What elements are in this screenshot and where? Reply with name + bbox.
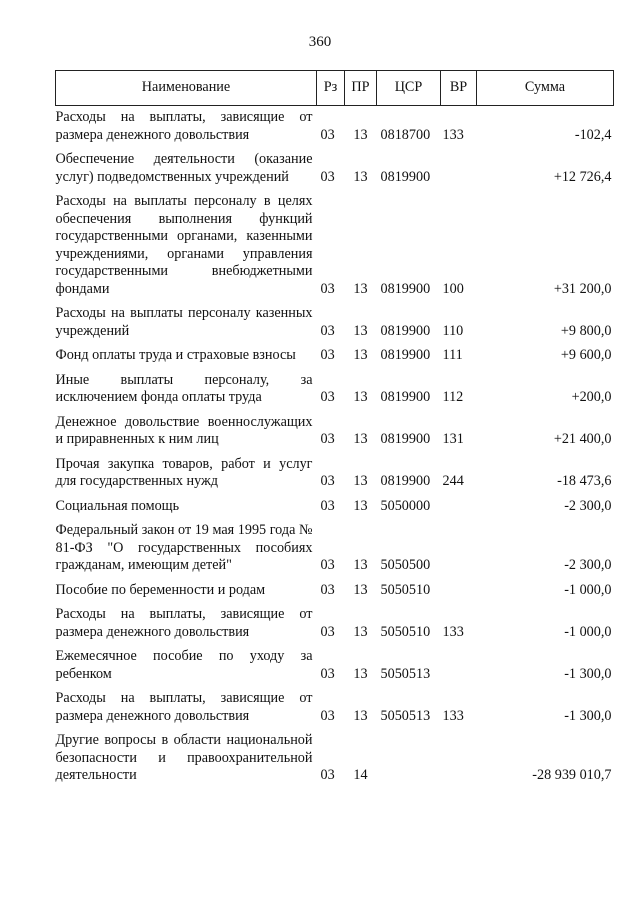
row-pr: 13: [353, 168, 368, 185]
row-pr: 14: [353, 767, 368, 783]
row-name: Расходы на выплаты, зависящие от размера денежного довольствия: [55, 606, 313, 640]
row-rz: 03: [320, 168, 335, 185]
row-csr: 0819900: [380, 347, 431, 363]
row-csr: 5050513: [380, 707, 431, 724]
table-row: [56, 603, 614, 645]
row-csr: 5050513: [380, 665, 431, 682]
row-csr: 5050500: [380, 557, 431, 573]
row-csr: 0819900: [380, 473, 431, 489]
row-pr: 13: [353, 707, 368, 724]
budget-table: [55, 70, 614, 789]
row-csr: 0819900: [380, 389, 431, 405]
table-row: [56, 687, 614, 729]
row-vr: [441, 519, 477, 579]
row-pr: 13: [353, 473, 368, 489]
header-rz: Рз: [317, 71, 345, 106]
row-sum: -1 000,0: [564, 623, 612, 640]
row-sum: +21 400,0: [553, 431, 612, 447]
row-rz: 03: [320, 767, 335, 783]
table-header: [56, 71, 614, 106]
row-vr: 133: [442, 126, 464, 143]
row-name: Расходы на выплаты персоналу казенных учреждений: [55, 305, 313, 339]
row-name: Обеспечение деятельности (оказание услуг) подведомственных учреждений: [55, 151, 313, 185]
row-vr: [441, 495, 477, 520]
table-row: [56, 453, 614, 495]
row-vr: 111: [442, 347, 463, 363]
row-vr: [441, 645, 477, 687]
row-pr: 13: [353, 280, 368, 297]
table-row: [56, 729, 614, 789]
row-name: Денежное довольствие военнослужащих и приравненных к ним лиц: [55, 413, 313, 447]
row-pr: 13: [353, 581, 368, 598]
row-pr: 13: [353, 126, 368, 143]
table-row: [56, 495, 614, 520]
row-sum: +200,0: [571, 389, 612, 405]
row-csr: 0819900: [380, 168, 431, 185]
row-pr: 13: [353, 347, 368, 363]
row-sum: -102,4: [574, 126, 612, 143]
header-vr: ВР: [441, 71, 477, 106]
row-sum: +31 200,0: [553, 280, 612, 297]
table-row: [56, 344, 614, 369]
row-vr: 133: [442, 623, 464, 640]
row-vr: [441, 148, 477, 190]
row-rz: 03: [320, 431, 335, 447]
page-number: 360: [308, 34, 332, 50]
table-row: [56, 411, 614, 453]
row-vr: 112: [442, 389, 464, 405]
row-vr: 110: [442, 322, 464, 339]
header-row: [56, 71, 614, 106]
header-csr: ЦСР: [377, 71, 441, 106]
row-csr: 5050510: [380, 623, 431, 640]
row-name: Ежемесячное пособие по уходу за ребенком: [55, 648, 313, 682]
table-row: [56, 148, 614, 190]
row-pr: 13: [353, 665, 368, 682]
row-sum: +12 726,4: [553, 168, 612, 185]
row-vr: 131: [442, 431, 464, 447]
row-rz: 03: [320, 707, 335, 724]
row-pr: 13: [353, 623, 368, 640]
table-row: [56, 645, 614, 687]
row-name: Расходы на выплаты персоналу в целях обеспечения выполнения функций государственными органами, казенными учреждениями, органами управления государственными внебюджетными фондами: [55, 193, 313, 297]
row-name: Прочая закупка товаров, работ и услуг для государственных нужд: [55, 455, 313, 489]
table-row: [56, 369, 614, 411]
row-rz: 03: [320, 347, 335, 363]
row-vr: [441, 729, 477, 789]
row-vr: [441, 579, 477, 604]
table-row: [56, 302, 614, 344]
row-rz: 03: [320, 126, 335, 143]
row-csr: 5050000: [380, 497, 431, 514]
row-name: Фонд оплаты труда и страховые взносы: [55, 347, 296, 363]
table-body: [56, 106, 614, 789]
row-sum: -2 300,0: [564, 557, 612, 573]
row-csr: 5050510: [380, 581, 431, 598]
row-pr: 13: [353, 497, 368, 514]
header-sum: Сумма: [477, 71, 614, 106]
row-rz: 03: [320, 581, 335, 598]
row-pr: 13: [353, 557, 368, 573]
row-name: Пособие по беременности и родам: [55, 581, 266, 598]
row-rz: 03: [320, 497, 335, 514]
row-rz: 03: [320, 389, 335, 405]
header-name: Наименование: [56, 71, 317, 106]
table-row: [56, 106, 614, 149]
row-vr: 133: [442, 707, 464, 724]
row-sum: -1 000,0: [564, 581, 612, 598]
table-row: [56, 519, 614, 579]
row-sum: -2 300,0: [564, 497, 612, 514]
row-rz: 03: [320, 473, 335, 489]
row-rz: 03: [320, 322, 335, 339]
row-name: Социальная помощь: [55, 497, 180, 514]
row-csr: 0819900: [380, 431, 431, 447]
row-sum: -18 473,6: [557, 473, 612, 489]
row-vr: 244: [442, 473, 464, 489]
row-rz: 03: [320, 557, 335, 573]
row-rz: 03: [320, 280, 335, 297]
row-sum: +9 600,0: [560, 347, 612, 363]
row-sum: -1 300,0: [564, 707, 612, 724]
table-row: [56, 190, 614, 302]
row-name: Федеральный закон от 19 мая 1995 года № 81-ФЗ "О государственных пособиях гражданам, имеющим детей": [55, 522, 313, 573]
row-vr: 100: [442, 280, 464, 297]
header-pr: ПР: [345, 71, 377, 106]
row-name: Иные выплаты персоналу, за исключением фонда оплаты труда: [55, 371, 313, 405]
row-sum: +9 800,0: [560, 322, 612, 339]
table-row: [56, 579, 614, 604]
row-name: Расходы на выплаты, зависящие от размера денежного довольствия: [55, 690, 313, 724]
row-name: Другие вопросы в области национальной безопасности и правоохранительной деятельности: [55, 732, 313, 783]
row-csr: 0819900: [380, 280, 431, 297]
row-csr: 0819900: [380, 322, 431, 339]
row-pr: 13: [353, 389, 368, 405]
row-sum: -1 300,0: [564, 665, 612, 682]
row-csr: [377, 729, 441, 789]
row-csr: 0818700: [380, 126, 431, 143]
row-name: Расходы на выплаты, зависящие от размера денежного довольствия: [55, 109, 313, 143]
row-pr: 13: [353, 322, 368, 339]
row-pr: 13: [353, 431, 368, 447]
row-rz: 03: [320, 665, 335, 682]
row-sum: -28 939 010,7: [532, 767, 612, 783]
row-rz: 03: [320, 623, 335, 640]
